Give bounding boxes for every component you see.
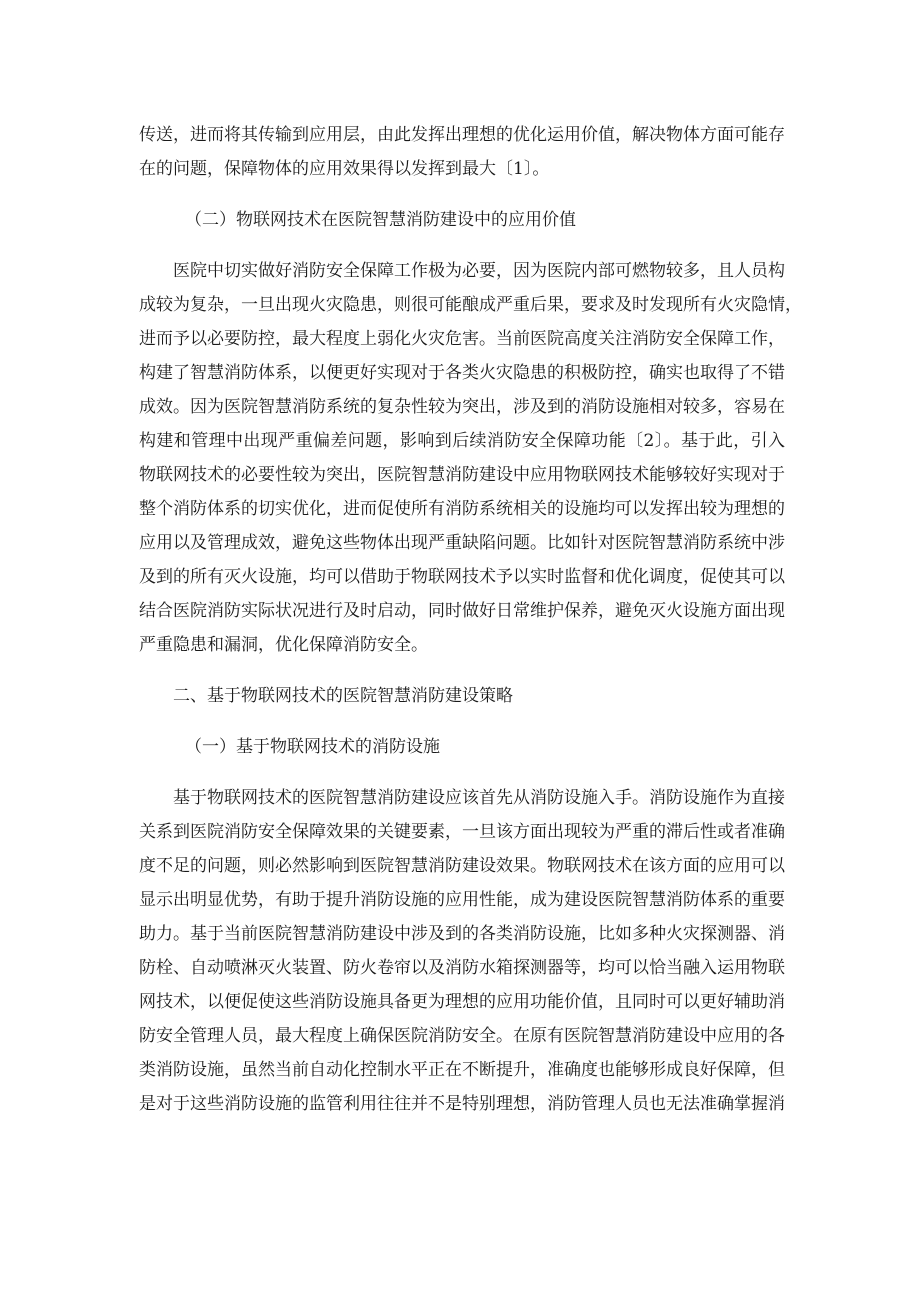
text-line: 防安全管理人员，最大程度上确保医院消防安全。在原有医院智慧消防建设中应用的各	[139, 1026, 785, 1046]
text-line: 度不足的问题，则必然影响到医院智慧消防建设效果。物联网技术在该方面的应用可以	[139, 856, 785, 876]
document-page	[139, 118, 802, 1121]
paragraph-fire-facilities	[139, 781, 785, 1121]
text-line: 应用以及管理成效，避免这些物体出现严重缺陷问题。比如针对医院智慧消防系统中涉	[139, 533, 785, 553]
text-line: 构建和管理中出现严重偏差问题，影响到后续消防安全保障功能〔2〕。基于此，引入	[139, 431, 785, 451]
text-line: 传送，进而将其传输到应用层，由此发挥出理想的优化运用价值，解决物体方面可能存	[139, 125, 785, 145]
spacer	[139, 713, 785, 730]
text-line: 构建了智慧消防体系，以便更好实现对于各类火灾隐患的积极防控，确实也取得了不错	[139, 363, 785, 383]
subsection-heading-2: （二）物联网技术在医院智慧消防建设中的应用价值	[185, 210, 576, 230]
text-line: 结合医院消防实际状况进行及时启动，同时做好日常维护保养，避免灭火设施方面出现	[139, 601, 785, 621]
spacer	[139, 662, 785, 679]
paragraph-continuation	[139, 118, 785, 186]
text-line: 网技术，以便促使这些消防设施具备更为理想的应用功能价值，且同时可以更好辅助消	[139, 992, 785, 1012]
spacer	[139, 237, 785, 254]
text-line: 类消防设施，虽然当前自动化控制水平正在不断提升，准确度也能够形成良好保障，但	[139, 1060, 785, 1080]
paragraph-application-value	[139, 254, 802, 662]
text-line: 关系到医院消防安全保障效果的关键要素，一旦该方面出现较为严重的滞后性或者准确	[139, 822, 785, 842]
text-line: 防栓、自动喷淋灭火装置、防火卷帘以及消防水箱探测器等，均可以恰当融入运用物联	[139, 958, 785, 978]
text-line: 进而予以必要防控，最大程度上弱化火灾危害。当前医院高度关注消防安全保障工作，	[139, 329, 785, 349]
text-line: 成较为复杂，一旦出现火灾隐患，则很可能酿成严重后果，要求及时发现所有火灾隐情，	[139, 295, 802, 315]
text-line: 显示出明显优势，有助于提升消防设施的应用性能，成为建设医院智慧消防体系的重要	[139, 890, 785, 910]
text-line: 基于物联网技术的医院智慧消防建设应该首先从消防设施入手。消防设施作为直接	[173, 788, 785, 808]
text-line: 整个消防体系的切实优化，进而促使所有消防系统相关的设施均可以发挥出较为理想的	[139, 499, 785, 519]
text-line: 助力。基于当前医院智慧消防建设中涉及到的各类消防设施，比如多种火灾探测器、消	[139, 924, 785, 944]
text-line: 物联网技术的必要性较为突出，医院智慧消防建设中应用物联网技术能够较好实现对于	[139, 465, 785, 485]
text-line: 医院中切实做好消防安全保障工作极为必要，因为医院内部可燃物较多，且人员构	[173, 261, 785, 281]
text-line: 在的问题，保障物体的应用效果得以发挥到最大〔1〕。	[139, 159, 550, 179]
subsection-heading-1: （一）基于物联网技术的消防设施	[185, 737, 440, 757]
spacer	[139, 186, 785, 203]
text-line: 成效。因为医院智慧消防系统的复杂性较为突出，涉及到的消防设施相对较多，容易在	[139, 397, 785, 417]
section-heading-2: 二、基于物联网技术的医院智慧消防建设策略	[173, 686, 513, 706]
text-line: 严重隐患和漏洞，优化保障消防安全。	[139, 635, 428, 655]
text-line: 及到的所有灭火设施，均可以借助于物联网技术予以实时监督和优化调度，促使其可以	[139, 567, 785, 587]
text-line: 是对于这些消防设施的监管利用往往并不是特别理想，消防管理人员也无法准确掌握消	[139, 1094, 785, 1114]
spacer	[139, 764, 785, 781]
